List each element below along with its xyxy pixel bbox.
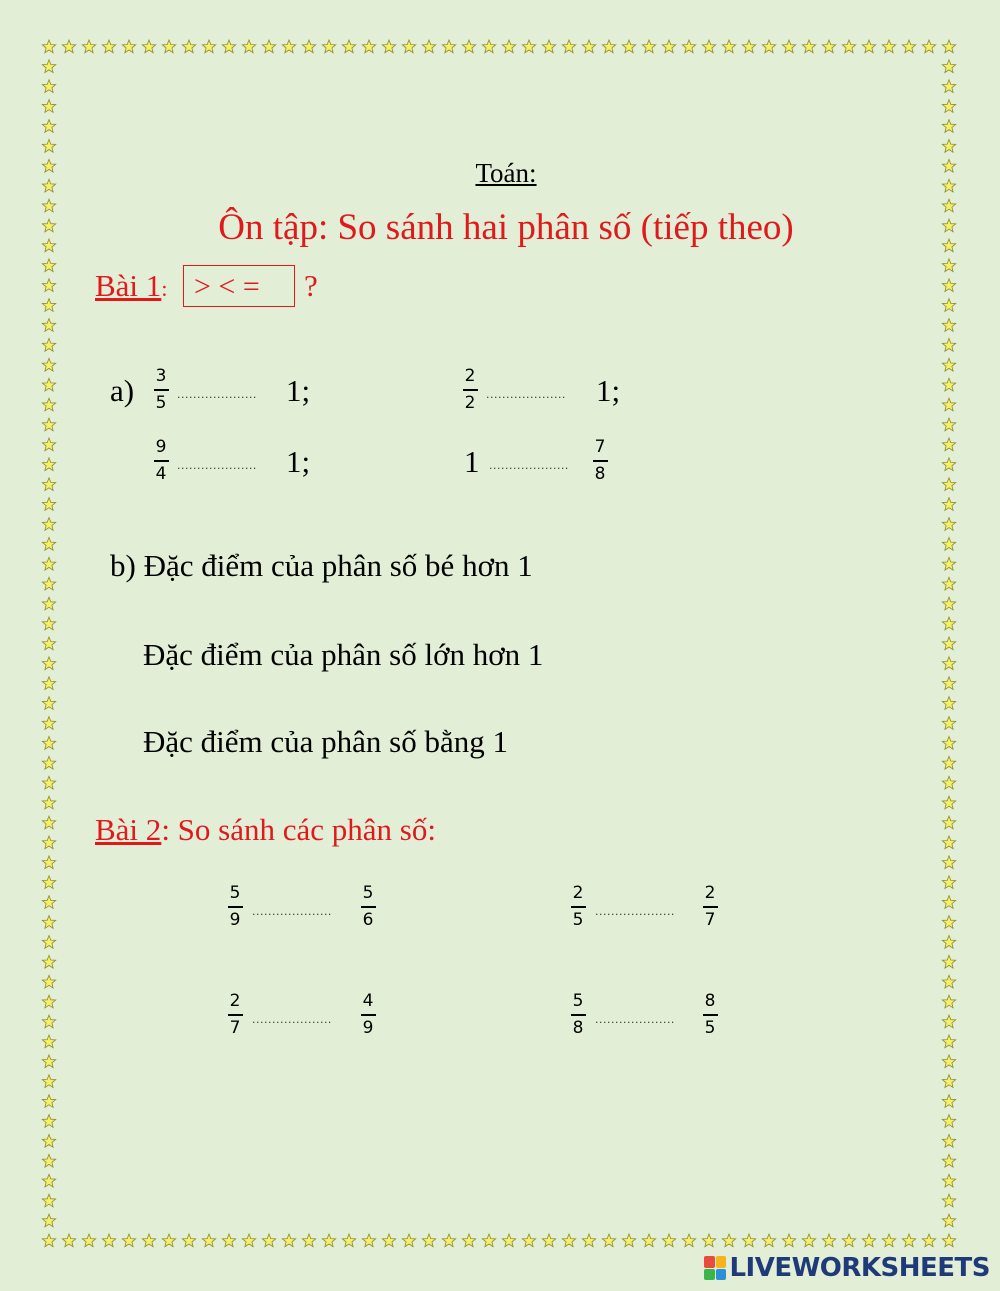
logo-square-blue (716, 1269, 727, 1281)
star-icon (522, 1234, 535, 1247)
star-icon (542, 1234, 555, 1247)
star-icon (422, 1234, 435, 1247)
numerator: 3 (155, 366, 167, 386)
star-icon (42, 975, 55, 988)
fraction-7-8 (590, 437, 610, 484)
star-icon (882, 1234, 895, 1247)
star-icon (482, 1234, 495, 1247)
star-icon (942, 955, 955, 968)
denominator: 7 (229, 1018, 241, 1038)
star-icon (42, 398, 55, 411)
fraction-2-5 (568, 883, 588, 930)
rhs-value: 1; (286, 444, 311, 479)
star-icon (42, 1055, 55, 1068)
comparison-symbols-box: > < = (183, 265, 295, 307)
star-icon (942, 896, 955, 909)
star-icon (242, 1234, 255, 1247)
star-icon (442, 40, 455, 53)
answer-blank-1a-3[interactable]: .................... (177, 459, 257, 472)
numerator: 9 (155, 437, 167, 457)
part-a-label: a) (110, 373, 135, 408)
numerator: 5 (229, 883, 241, 903)
logo-text: LIVEWORKSHEETS (729, 1253, 990, 1283)
star-icon (402, 1234, 415, 1247)
exercise-1-colon: : (161, 276, 168, 301)
numerator: 5 (572, 991, 584, 1011)
star-icon (42, 478, 55, 491)
star-icon (602, 40, 615, 53)
star-icon (942, 836, 955, 849)
star-icon (202, 1234, 215, 1247)
star-icon (282, 40, 295, 53)
star-icon (42, 518, 55, 531)
star-icon (42, 418, 55, 431)
star-icon (842, 1234, 855, 1247)
star-icon (942, 1055, 955, 1068)
star-icon (282, 1234, 295, 1247)
star-icon (42, 1095, 55, 1108)
star-icon (942, 100, 955, 113)
star-icon (42, 697, 55, 710)
star-icon (942, 478, 955, 491)
star-icon (42, 936, 55, 949)
star-icon (942, 816, 955, 829)
denominator: 8 (572, 1018, 584, 1038)
star-icon (942, 876, 955, 889)
star-icon (942, 40, 955, 53)
star-icon (62, 40, 75, 53)
page-title: Ôn tập: So sánh hai phân số (tiếp theo) (218, 207, 794, 248)
exercise-1-heading (95, 268, 167, 304)
exercise-2-heading (95, 812, 436, 848)
star-icon (942, 1234, 955, 1247)
answer-blank-2-2[interactable]: .................... (595, 905, 675, 918)
star-icon (42, 896, 55, 909)
star-icon (62, 1234, 75, 1247)
answer-blank-1a-1[interactable]: .................... (177, 388, 257, 401)
fraction-bar (703, 1014, 718, 1016)
star-icon (42, 816, 55, 829)
star-icon (942, 60, 955, 73)
numerator: 5 (362, 883, 374, 903)
star-icon (122, 1234, 135, 1247)
star-icon (942, 657, 955, 670)
star-icon (682, 1234, 695, 1247)
star-icon (942, 557, 955, 570)
star-icon (702, 1234, 715, 1247)
part-b-line-1: b) Đặc điểm của phân số bé hơn 1 (110, 548, 533, 583)
fraction-bar (593, 460, 608, 462)
denominator: 8 (594, 464, 606, 484)
star-icon (822, 1234, 835, 1247)
star-icon (942, 1115, 955, 1128)
denominator: 9 (229, 910, 241, 930)
answer-blank-2-1[interactable]: .................... (252, 905, 332, 918)
star-icon (582, 40, 595, 53)
star-icon (942, 1075, 955, 1088)
star-icon (342, 1234, 355, 1247)
fraction-bar (463, 389, 478, 391)
star-icon (42, 60, 55, 73)
star-icon (942, 1194, 955, 1207)
star-icon (942, 717, 955, 730)
star-icon (142, 40, 155, 53)
star-icon (42, 657, 55, 670)
star-icon (942, 577, 955, 590)
star-icon (242, 40, 255, 53)
star-icon (922, 1234, 935, 1247)
denominator: 9 (362, 1018, 374, 1038)
denominator: 4 (155, 464, 167, 484)
star-icon (942, 279, 955, 292)
fraction-2-7 (225, 991, 245, 1038)
denominator: 5 (155, 393, 167, 413)
fraction-8-5 (700, 991, 720, 1038)
fraction-bar (571, 906, 586, 908)
fraction-9-4 (151, 437, 171, 484)
exercise-2-label: Bài 2 (95, 812, 162, 847)
star-icon (42, 538, 55, 551)
star-icon (42, 458, 55, 471)
star-icon (722, 1234, 735, 1247)
star-icon (862, 1234, 875, 1247)
star-icon (742, 40, 755, 53)
fraction-bar (361, 1014, 376, 1016)
star-icon (42, 876, 55, 889)
numerator: 4 (362, 991, 374, 1011)
fraction-5-9 (225, 883, 245, 930)
star-icon (762, 40, 775, 53)
star-icon (942, 319, 955, 332)
star-icon (162, 1234, 175, 1247)
star-icon (862, 40, 875, 53)
star-icon (642, 1234, 655, 1247)
star-icon (42, 339, 55, 352)
numerator: 2 (572, 883, 584, 903)
numerator: 2 (464, 366, 476, 386)
star-icon (942, 538, 955, 551)
star-icon (42, 776, 55, 789)
star-icon (42, 319, 55, 332)
star-icon (642, 40, 655, 53)
star-icon (82, 1234, 95, 1247)
star-icon (682, 40, 695, 53)
star-icon (42, 677, 55, 690)
star-icon (822, 40, 835, 53)
star-icon (742, 1234, 755, 1247)
numerator: 2 (704, 883, 716, 903)
star-icon (262, 40, 275, 53)
star-icon (942, 120, 955, 133)
denominator: 2 (464, 393, 476, 413)
exercise-2-instruction: : So sánh các phân số: (161, 812, 436, 847)
star-icon (482, 40, 495, 53)
fraction-bar (228, 1014, 243, 1016)
fraction-bar (571, 1014, 586, 1016)
part-b-line-3: Đặc điểm của phân số bằng 1 (143, 724, 508, 759)
star-icon (42, 796, 55, 809)
star-icon (182, 40, 195, 53)
star-icon (42, 995, 55, 1008)
star-icon (42, 498, 55, 511)
star-icon (802, 1234, 815, 1247)
fraction-bar (703, 906, 718, 908)
fraction-5-6 (358, 883, 378, 930)
star-icon (262, 1234, 275, 1247)
fraction-5-8 (568, 991, 588, 1038)
star-icon (42, 140, 55, 153)
star-icon (42, 40, 55, 53)
fraction-2-2 (460, 366, 480, 413)
star-icon (522, 40, 535, 53)
star-icon (882, 40, 895, 53)
fraction-bar (361, 906, 376, 908)
star-icon (402, 40, 415, 53)
star-icon (942, 776, 955, 789)
star-icon (42, 756, 55, 769)
star-icon (942, 140, 955, 153)
star-icon (562, 40, 575, 53)
star-icon (42, 1174, 55, 1187)
fraction-4-9 (358, 991, 378, 1038)
star-icon (42, 856, 55, 869)
denominator: 7 (704, 910, 716, 930)
answer-blank-2-3[interactable]: .................... (252, 1013, 332, 1026)
star-icon (42, 358, 55, 371)
star-icon (362, 40, 375, 53)
exercise-1-label: Bài 1 (95, 268, 162, 303)
star-icon (502, 1234, 515, 1247)
star-icon (42, 597, 55, 610)
fraction-bar (228, 906, 243, 908)
star-icon (942, 378, 955, 391)
star-icon (42, 1234, 55, 1247)
star-icon (362, 1234, 375, 1247)
star-icon (42, 717, 55, 730)
star-icon (122, 40, 135, 53)
star-icon (942, 418, 955, 431)
star-icon (942, 1214, 955, 1227)
logo-square-green (704, 1269, 715, 1281)
liveworksheets-logo (704, 1253, 990, 1283)
star-icon (782, 40, 795, 53)
star-icon (42, 1194, 55, 1207)
star-icon (42, 438, 55, 451)
star-icon (422, 40, 435, 53)
star-icon (942, 697, 955, 710)
denominator: 5 (704, 1018, 716, 1038)
star-icon (42, 557, 55, 570)
star-icon (662, 40, 675, 53)
star-icon (942, 677, 955, 690)
star-icon (222, 40, 235, 53)
fraction-3-5 (151, 366, 171, 413)
subject-heading: Toán: (475, 158, 537, 188)
answer-blank-1a-2[interactable]: .................... (486, 388, 566, 401)
star-icon (942, 1095, 955, 1108)
denominator: 5 (572, 910, 584, 930)
star-icon (942, 975, 955, 988)
star-icon (42, 378, 55, 391)
star-icon (42, 100, 55, 113)
star-icon (102, 1234, 115, 1247)
star-icon (942, 1035, 955, 1048)
star-icon (942, 597, 955, 610)
fraction-bar (154, 460, 169, 462)
logo-square-red (704, 1256, 715, 1268)
star-icon (42, 916, 55, 929)
star-icon (42, 955, 55, 968)
star-icon (922, 40, 935, 53)
star-icon (302, 40, 315, 53)
numerator: 7 (594, 437, 606, 457)
star-icon (42, 737, 55, 750)
star-icon (182, 1234, 195, 1247)
star-icon (942, 498, 955, 511)
star-icon (942, 398, 955, 411)
star-icon (42, 259, 55, 272)
answer-blank-1a-4[interactable]: .................... (489, 459, 569, 472)
star-icon (42, 1075, 55, 1088)
rhs-value: 1; (596, 373, 621, 408)
question-mark: ? (304, 268, 318, 303)
denominator: 6 (362, 910, 374, 930)
star-icon (942, 1154, 955, 1167)
star-icon (302, 1234, 315, 1247)
star-icon (942, 1135, 955, 1148)
star-icon (942, 995, 955, 1008)
star-icon (802, 40, 815, 53)
star-icon (942, 1174, 955, 1187)
star-icon (942, 856, 955, 869)
star-icon (42, 1135, 55, 1148)
star-icon (762, 1234, 775, 1247)
star-icon (902, 40, 915, 53)
star-icon (942, 756, 955, 769)
star-icon (42, 1214, 55, 1227)
star-icon (942, 518, 955, 531)
star-icon (382, 40, 395, 53)
star-icon (462, 1234, 475, 1247)
star-icon (622, 1234, 635, 1247)
star-icon (942, 916, 955, 929)
star-icon (162, 40, 175, 53)
star-icon (662, 1234, 675, 1247)
answer-blank-2-4[interactable]: .................... (595, 1013, 675, 1026)
star-icon (622, 40, 635, 53)
star-icon (42, 299, 55, 312)
star-icon (582, 1234, 595, 1247)
star-icon (942, 936, 955, 949)
logo-square-yellow (716, 1256, 727, 1268)
numerator: 2 (229, 991, 241, 1011)
star-icon (322, 40, 335, 53)
star-icon (222, 1234, 235, 1247)
star-icon (42, 836, 55, 849)
star-icon (42, 80, 55, 93)
star-icon (442, 1234, 455, 1247)
star-icon (82, 40, 95, 53)
star-icon (42, 120, 55, 133)
star-icon (142, 1234, 155, 1247)
fraction-2-7 (700, 883, 720, 930)
star-icon (702, 40, 715, 53)
star-icon (942, 617, 955, 630)
star-icon (602, 1234, 615, 1247)
rhs-value: 1; (286, 373, 311, 408)
star-icon (942, 796, 955, 809)
star-icon (42, 617, 55, 630)
star-icon (382, 1234, 395, 1247)
star-icon (942, 259, 955, 272)
numerator: 8 (704, 991, 716, 1011)
star-icon (322, 1234, 335, 1247)
star-icon (942, 438, 955, 451)
star-icon (42, 577, 55, 590)
star-icon (542, 40, 555, 53)
star-icon (942, 637, 955, 650)
star-icon (42, 637, 55, 650)
star-icon (42, 1015, 55, 1028)
star-icon (942, 339, 955, 352)
star-icon (942, 358, 955, 371)
star-icon (102, 40, 115, 53)
star-icon (842, 40, 855, 53)
star-icon (42, 279, 55, 292)
logo-icon (704, 1256, 726, 1280)
star-icon (202, 40, 215, 53)
star-icon (342, 40, 355, 53)
star-icon (942, 458, 955, 471)
star-icon (782, 1234, 795, 1247)
star-icon (42, 1115, 55, 1128)
star-icon (42, 1154, 55, 1167)
star-icon (722, 40, 735, 53)
part-b-line-2: Đặc điểm của phân số lớn hơn 1 (143, 637, 544, 672)
star-icon (562, 1234, 575, 1247)
star-icon (462, 40, 475, 53)
star-icon (902, 1234, 915, 1247)
star-icon (942, 737, 955, 750)
star-icon (502, 40, 515, 53)
star-icon (42, 1035, 55, 1048)
fraction-bar (154, 389, 169, 391)
lhs-value: 1 (464, 444, 480, 479)
star-icon (942, 299, 955, 312)
star-icon (942, 80, 955, 93)
star-icon (942, 1015, 955, 1028)
